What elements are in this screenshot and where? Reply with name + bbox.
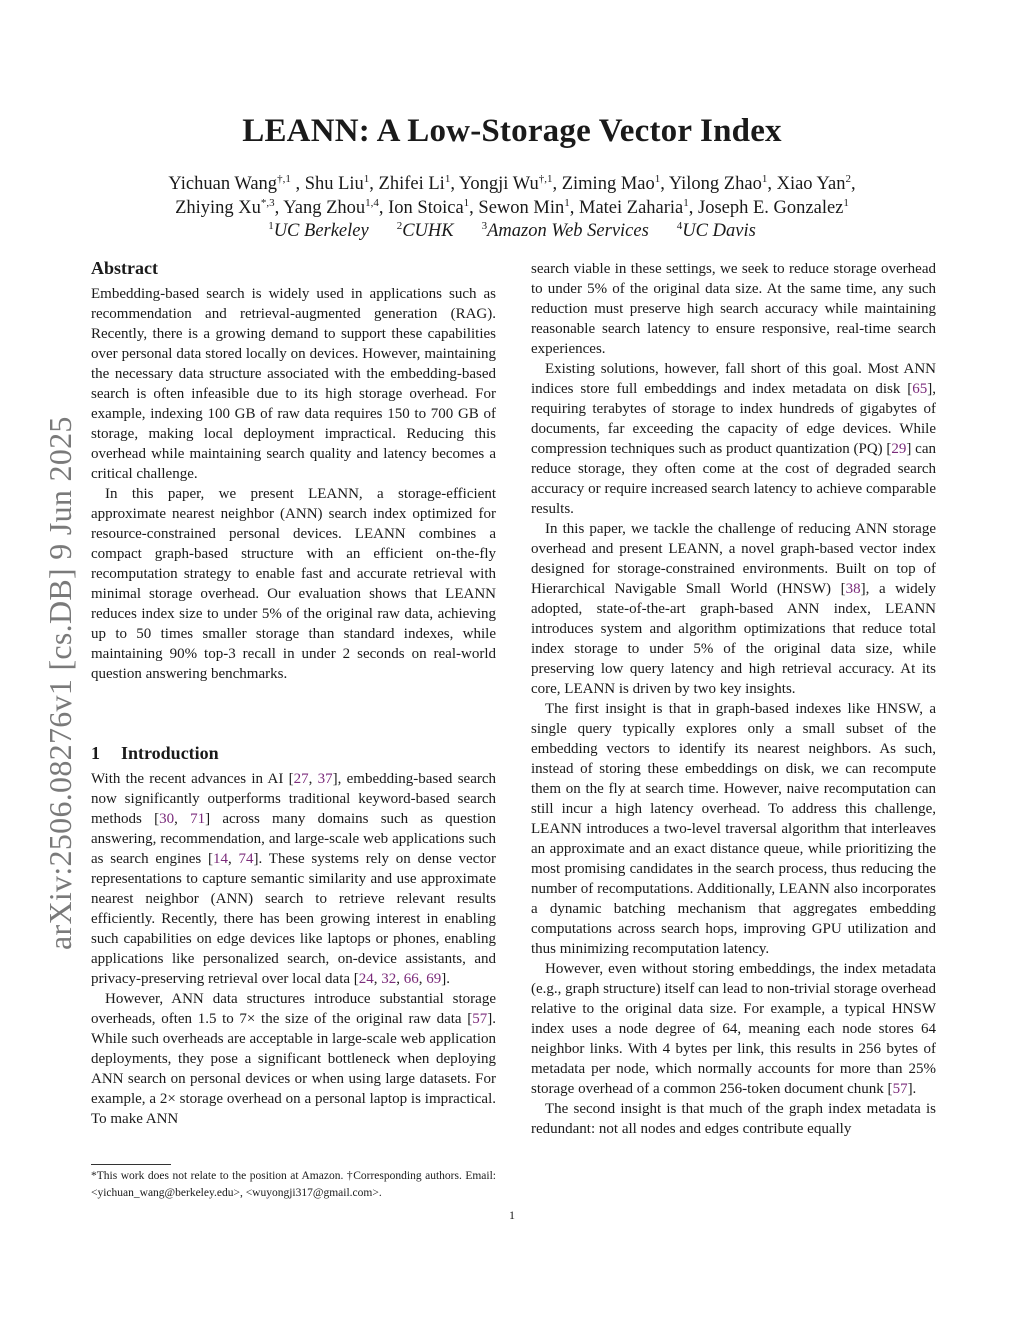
citation-link[interactable]: 24 bbox=[358, 971, 374, 987]
author-name: Joseph E. Gonzalez bbox=[698, 198, 844, 218]
abstract-body bbox=[91, 284, 496, 684]
body-paragraph: The second insight is that much of the graph index metadata is redundant: not all nodes and edges contribute equally bbox=[531, 1101, 936, 1137]
abstract-paragraph: In this paper, we present LEANN, a storage-efficient approximate nearest neighbor (ANN) search index optimized for resource-constrained personal devices. LEANN combines a compact graph-based structure with an efficient on-the-fly recomputation strategy to enable fast and accurate retrieval with minimal storage overhead. Our evaluation shows that LEANN reduces index size to under 5% of the original raw data, achieving up to 50 times smaller storage than standard indexes, while maintaining 90% top-3 recall in under 2 seconds on real-world question answering benchmarks. bbox=[91, 486, 496, 682]
affiliations bbox=[100, 220, 924, 242]
section-heading-introduction bbox=[91, 743, 219, 764]
section-number: 1 bbox=[91, 743, 100, 763]
introduction-body bbox=[91, 769, 496, 1129]
footnote-rule bbox=[91, 1164, 171, 1165]
author-affiliation-mark: 1 bbox=[564, 196, 570, 209]
author-name: Yongji Wu bbox=[458, 174, 539, 194]
body-paragraph: In this paper, we tackle the challenge of reducing ANN storage overhead and present LEANN, a novel graph-based vector index designed for storage-constrained environments. Built on top of Hierarchical Navigable Small World (HNSW) [38], a widely adopted, state-of-the-art graph-based ANN index, LEANN introduces system and algorithm optimizations that reduce total index storage to under 5% of the original data size, while preserving low query latency and high retrieval accuracy. At its core, LEANN is driven by two key insights. bbox=[531, 521, 936, 697]
citation-link[interactable]: 30 bbox=[159, 811, 175, 827]
author-name: Sewon Min bbox=[478, 198, 565, 218]
author-name: Yilong Zhao bbox=[668, 174, 762, 194]
author-list bbox=[100, 172, 924, 220]
author-name: Ziming Mao bbox=[561, 174, 655, 194]
page-number: 1 bbox=[509, 1208, 515, 1222]
author-affiliation-mark: 1 bbox=[843, 196, 849, 209]
footnote: *This work does not relate to the position at Amazon. †Corresponding authors. Email: <yichuan_wang@berkeley.edu>, <wuyongji317@gmail.com>. bbox=[91, 1170, 496, 1199]
author-name: Yang Zhou bbox=[283, 198, 366, 218]
body-paragraph: However, even without storing embeddings, the index metadata (e.g., graph structure) itself can lead to non-trivial storage overhead relative to the original data size. For example, a typical HNSW index uses a node degree of 64, meaning each node stores 64 neighbor links. With 4 bytes per link, this results in 256 bytes of metadata per node, which normally accounts for more than 25% storage overhead of a common 256-token document chunk [57]. bbox=[531, 961, 936, 1097]
author-name: Zhifei Li bbox=[378, 174, 445, 194]
citation-link[interactable]: 27 bbox=[293, 771, 309, 787]
citation-link[interactable]: 14 bbox=[212, 851, 228, 867]
citation-link[interactable]: 38 bbox=[845, 581, 861, 597]
body-paragraph: search viable in these settings, we seek to reduce storage overhead to under 5% of the original data size. At the same time, any such reduction must preserve high search accuracy while maintaining reasonable search latency to ensure responsive, real-time search experiences. bbox=[531, 261, 936, 357]
author-name: Shu Liu bbox=[304, 174, 364, 194]
citation-link[interactable]: 57 bbox=[472, 1011, 488, 1027]
body-paragraph: The first insight is that in graph-based indexes like HNSW, a single query typically explores only a small subset of the embedding vectors to identify its nearest neighbors. As such, instead of storing these embeddings on disk, we can recompute them on the fly at search time. However, naive recomputation can still incur a high latency overhead. To address this challenge, LEANN introduces a two-level traversal algorithm that interleaves an approximate and an exact distance queue, while prioritizing the most promising candidates in the search process, thus reducing the number of recomputations. Additionally, LEANN also incorporates a dynamic batching mechanism that aggregates embedding computations across search hops, improving GPU utilization and thus minimizing recomputation latency. bbox=[531, 701, 936, 957]
citation-link[interactable]: 57 bbox=[892, 1081, 908, 1097]
affiliation: $^3$Amazon Web Services bbox=[481, 220, 649, 242]
arxiv-identifier[interactable]: arXiv:2506.08276v1 [cs.DB] 9 Jun 2025 bbox=[42, 416, 78, 950]
abstract-paragraph: Embedding-based search is widely used in applications such as recommendation and retrieval-augmented generation (RAG). Recently, there is a growing demand to support these capabilities over personal data stored locally on devices. However, maintaining the necessary data structure associated with the embedding-based search is often infeasible due to its high storage overhead. For example, indexing 100 GB of raw data requires 150 to 700 GB of storage, making local deployment impractical. Reducing this overhead while maintaining search quality and latency becomes a critical challenge. bbox=[91, 286, 496, 482]
author-affiliation-mark: 2 bbox=[845, 172, 851, 185]
body-paragraph: Existing solutions, however, fall short of this goal. Most ANN indices store full embeddings and index metadata on disk [65], requiring terabytes of storage to index hundreds of gigabytes of documents, far exceeding the capacity of edge devices. While compression techniques such as product quantization (PQ) [29] can reduce storage, they often come at the cost of degraded search accuracy or require increased search latency to achieve comparable results. bbox=[531, 361, 936, 517]
citation-link[interactable]: 74 bbox=[238, 851, 254, 867]
citation-link[interactable]: 29 bbox=[891, 441, 907, 457]
author-name: Zhiying Xu bbox=[175, 198, 261, 218]
citation-link[interactable]: 69 bbox=[426, 971, 442, 987]
author-name: Matei Zaharia bbox=[579, 198, 684, 218]
author-name: Ion Stoica bbox=[388, 198, 464, 218]
author-affiliation-mark: 1 bbox=[463, 196, 470, 209]
author-affiliation-mark: †,1 bbox=[538, 172, 553, 185]
affiliation: $^4$UC Davis bbox=[676, 220, 756, 242]
body-paragraph: However, ANN data structures introduce substantial storage overheads, often 1.5 to 7× the size of the original raw data [57]. While such overheads are acceptable in large-scale web application deployments, they pose a significant bottleneck when deploying ANN search on personal devices or when using large datasets. For example, a 2× storage overhead on a personal laptop is impractical. To make ANN bbox=[91, 991, 496, 1127]
affiliation: $^1$UC Berkeley bbox=[268, 220, 369, 242]
author-affiliation-mark: 1 bbox=[654, 172, 661, 185]
author-line-2: Zhiying $Xu^{*,3}$, Yang Zhou$^{1,4}$, Ion Stoica$^1$, Sewon Min$^1$, Matei Zaharia$^1$, Joseph E. Gonzalez$^1$ bbox=[175, 196, 849, 218]
author-affiliation-mark: *,3 bbox=[260, 196, 275, 209]
citation-link[interactable]: 32 bbox=[381, 971, 397, 987]
author-line-1: Yichuan Wang$^{\dagger,1}$ , Shu Liu$^1$, Zhifei Li$^1$, Yongji $Wu^{\dagger,1}$, Ziming Mao$^1$, Yilong Zhao$^1$, Xiao Yan$^2$, bbox=[168, 172, 856, 194]
author-name: Yichuan Wang bbox=[168, 174, 278, 194]
author-affiliation-mark: 1 bbox=[444, 172, 451, 185]
citation-link[interactable]: 65 bbox=[912, 381, 928, 397]
author-affiliation-mark: 1 bbox=[363, 172, 370, 185]
affiliation: $^2$CUHK bbox=[396, 220, 454, 242]
paper-title: LEANN: A Low-Storage Vector Index bbox=[242, 113, 782, 149]
body-paragraph: With the recent advances in AI [27, 37], embedding-based search now significantly outperforms traditional keyword-based search methods [30, 71] across many domains such as question answering, recommendation, and large-scale web applications such as search engines [14, 74]. These systems rely on dense vector representations to capture semantic similarity and use approximate nearest neighbor (ANN) search to retrieve relevant results efficiently. Recently, there has been growing interest in enabling such capabilities on edge devices like laptops or phones, enabling applications like personalized search, on-device assistants, and privacy-preserving retrieval over local data [24, 32, 66, 69]. bbox=[91, 771, 497, 987]
section-title: Introduction bbox=[121, 743, 219, 763]
author-affiliation-mark: †,1 bbox=[277, 172, 291, 185]
author-affiliation-mark: 1 bbox=[761, 172, 768, 185]
right-column-body bbox=[531, 259, 936, 1139]
abstract-heading: Abstract bbox=[91, 258, 158, 278]
author-affiliation-mark: 1,4 bbox=[365, 196, 379, 209]
citation-link[interactable]: 37 bbox=[317, 771, 333, 787]
citation-link[interactable]: 71 bbox=[190, 811, 206, 827]
author-name: Xiao Yan bbox=[776, 174, 846, 194]
citation-link[interactable]: 66 bbox=[403, 971, 419, 987]
author-affiliation-mark: 1 bbox=[683, 196, 689, 209]
